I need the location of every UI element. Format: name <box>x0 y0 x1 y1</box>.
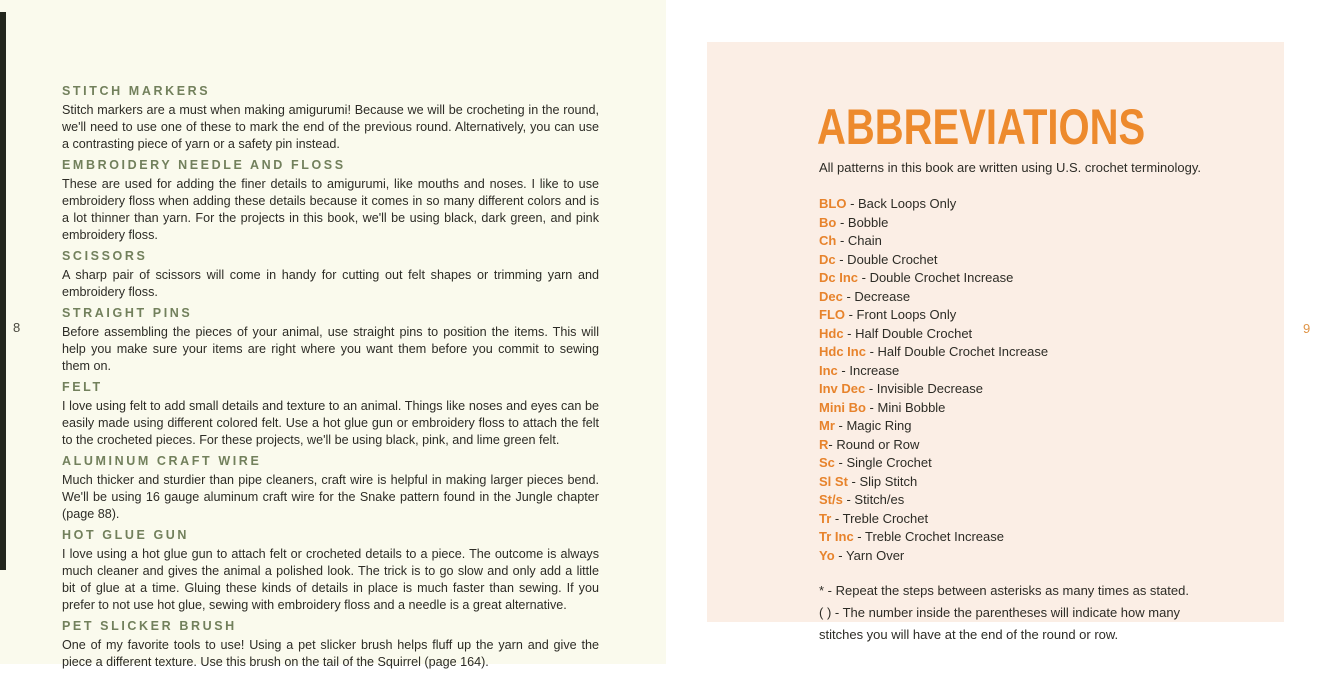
abbreviation-item <box>819 510 1259 529</box>
abbreviations-title: ABBREVIATIONS <box>817 99 1146 155</box>
tool-section-heading: STITCH MARKERS <box>62 84 211 98</box>
abbreviation-term: R <box>819 436 829 452</box>
abbreviation-item <box>819 380 1259 399</box>
abbreviation-item <box>819 306 1259 325</box>
abbreviation-definition: - Slip Stitch <box>847 473 918 489</box>
abbreviation-item <box>819 232 1259 251</box>
abbreviation-definition: - Decrease <box>842 288 911 304</box>
abbreviation-definition: - Mini Bobble <box>865 399 946 415</box>
footnote-line: stitches you will have at the end of the round or row. <box>819 627 1119 642</box>
abbreviation-definition: - Half Double Crochet <box>843 325 973 341</box>
abbreviation-definition: - Treble Crochet Increase <box>853 529 1004 544</box>
abbreviation-term: Inv Dec <box>819 381 866 396</box>
right-page <box>666 0 1324 664</box>
right-page-number: 9 <box>1303 321 1311 336</box>
abbreviation-item <box>819 343 1259 362</box>
tool-section-heading: PET SLICKER BRUSH <box>62 619 237 633</box>
tool-section <box>62 84 599 153</box>
abbreviation-term: Tr <box>819 510 832 526</box>
tool-section-body: A sharp pair of scissors will come in handy for cutting out felt shapes or trimming yarn and embroidery floss. <box>62 268 599 299</box>
abbreviations-panel <box>707 42 1284 642</box>
tool-section-heading: ALUMINUM CRAFT WIRE <box>62 454 262 468</box>
abbreviation-item <box>819 251 1259 270</box>
abbreviation-term: Yo <box>819 547 835 563</box>
abbreviation-term: Dc <box>819 251 836 267</box>
footnote-line: * - Repeat the steps between asterisks as many times as stated. <box>819 583 1189 598</box>
abbreviation-item <box>819 491 1259 510</box>
abbreviation-term: St/s <box>819 492 843 507</box>
tool-section-body: I love using felt to add small details and texture to an animal. Things like noses and eyes can be easily made using different colored felt. Use a hot glue gun or embroidery floss to attach the felt to the crocheted pieces. For these projects, we'll be using black, pink, and lime green felt. <box>62 399 599 447</box>
abbreviation-term: FLO <box>819 307 845 322</box>
abbreviation-definition: - Half Double Crochet Increase <box>865 344 1049 359</box>
tool-section <box>62 306 599 375</box>
left-page-number: 8 <box>13 320 21 335</box>
tool-section <box>62 528 599 614</box>
abbreviations-intro: All patterns in this book are written using U.S. crochet terminology. <box>819 160 1201 175</box>
abbreviation-term: Sl St <box>819 473 848 489</box>
abbreviation-definition: - Stitch/es <box>842 492 905 507</box>
abbreviation-definition: - Round or Row <box>828 436 920 452</box>
left-page <box>0 0 666 669</box>
abbreviation-definition: - Back Loops Only <box>846 196 957 211</box>
abbreviation-definition: - Double Crochet <box>835 251 938 267</box>
abbreviation-item <box>819 362 1259 381</box>
abbreviation-item <box>819 454 1259 473</box>
tool-section-body: I love using a hot glue gun to attach felt or crocheted details to a piece. The outcome is always much cleaner and gives the animal a polished look. The trick is to go slow and only add a little bit of glue at a time. Gluing these kinds of details in place is much faster than sewing. If you prefer to not use hot glue, sewing with embroidery floss and a needle is a great alternative. <box>62 547 599 612</box>
abbreviation-term: Bo <box>819 214 837 230</box>
abbreviation-term: BLO <box>819 196 847 211</box>
abbreviation-item <box>819 528 1259 547</box>
abbreviation-definition: - Invisible Decrease <box>865 381 984 396</box>
abbreviation-definition: - Magic Ring <box>834 418 912 433</box>
tool-section-heading: EMBROIDERY NEEDLE AND FLOSS <box>62 158 346 172</box>
abbreviation-term: Dec <box>819 288 843 304</box>
tool-section <box>62 158 599 244</box>
tool-section-heading: STRAIGHT PINS <box>62 306 193 320</box>
abbreviation-definition: - Increase <box>837 362 900 378</box>
abbreviation-definition: - Treble Crochet <box>831 510 929 526</box>
abbreviation-definition: - Yarn Over <box>834 547 905 563</box>
tool-section-body: Stitch markers are a must when making amigurumi! Because we will be crocheting in the round, we'll need to use one of these to mark the end of the previous round. Alternatively, you can use a contrasting piece of yarn or a safety pin instead. <box>62 103 599 151</box>
abbreviation-term: Ch <box>819 233 837 248</box>
abbreviation-definition: - Single Crochet <box>834 455 932 470</box>
footnote-line: ( ) - The number inside the parentheses will indicate how many <box>819 605 1181 620</box>
abbreviation-term: Tr Inc <box>819 529 854 544</box>
abbreviation-definition: - Front Loops Only <box>845 307 957 322</box>
abbreviation-term: Hdc <box>819 325 844 341</box>
abbreviation-item <box>819 473 1259 492</box>
tool-section-body: One of my favorite tools to use! Using a pet slicker brush helps fluff up the yarn and give the piece a different texture. Use this brush on the tail of the Squirrel (page 164). <box>62 638 599 669</box>
abbreviation-term: Sc <box>819 455 835 470</box>
abbreviation-definition: - Double Crochet Increase <box>858 270 1014 285</box>
abbreviation-term: Inc <box>819 362 838 378</box>
abbreviation-item <box>819 214 1259 233</box>
abbreviation-term: Dc Inc <box>819 270 859 285</box>
tool-section <box>62 454 599 523</box>
abbreviation-item <box>819 269 1259 288</box>
tool-section-heading: FELT <box>62 380 103 394</box>
tools-sections <box>62 84 599 676</box>
tool-section <box>62 619 599 671</box>
abbreviation-item <box>819 436 1259 455</box>
tool-section <box>62 380 599 449</box>
tool-section-heading: HOT GLUE GUN <box>62 528 190 542</box>
abbreviation-item <box>819 195 1259 214</box>
abbreviation-term: Mr <box>819 418 835 433</box>
abbreviation-definition: - Chain <box>836 233 882 248</box>
tool-section-heading: SCISSORS <box>62 249 148 263</box>
tool-section <box>62 249 599 301</box>
abbreviation-item <box>819 325 1259 344</box>
abbreviation-term: Mini Bo <box>819 399 866 415</box>
tool-section-body: Before assembling the pieces of your animal, use straight pins to position the items. This will help you make sure your items are right where you want them before you commit to sewing them on. <box>62 325 599 373</box>
abbreviation-item <box>819 417 1259 436</box>
abbreviation-definition: - Bobble <box>836 214 889 230</box>
abbreviation-item <box>819 399 1259 418</box>
tool-section-body: Much thicker and sturdier than pipe cleaners, craft wire is helpful in making larger pieces bend. We'll be using 16 gauge aluminum craft wire for the Snake pattern found in the Jungle chapter (page 88). <box>62 473 599 521</box>
tool-section-body: These are used for adding the finer details to amigurumi, like mouths and noses. I like to use embroidery floss when adding these details because it comes in so many different colors and is a lot thinner than yarn. For the projects in this book, we'll be using black, dark green, and pink embroidery floss. <box>62 177 599 242</box>
abbreviations-footnotes <box>819 580 1239 646</box>
book-cover-edge <box>0 12 6 570</box>
abbreviation-item <box>819 288 1259 307</box>
abbreviation-term: Hdc Inc <box>819 344 866 359</box>
abbreviation-item <box>819 547 1259 566</box>
abbreviations-list <box>819 195 1259 565</box>
